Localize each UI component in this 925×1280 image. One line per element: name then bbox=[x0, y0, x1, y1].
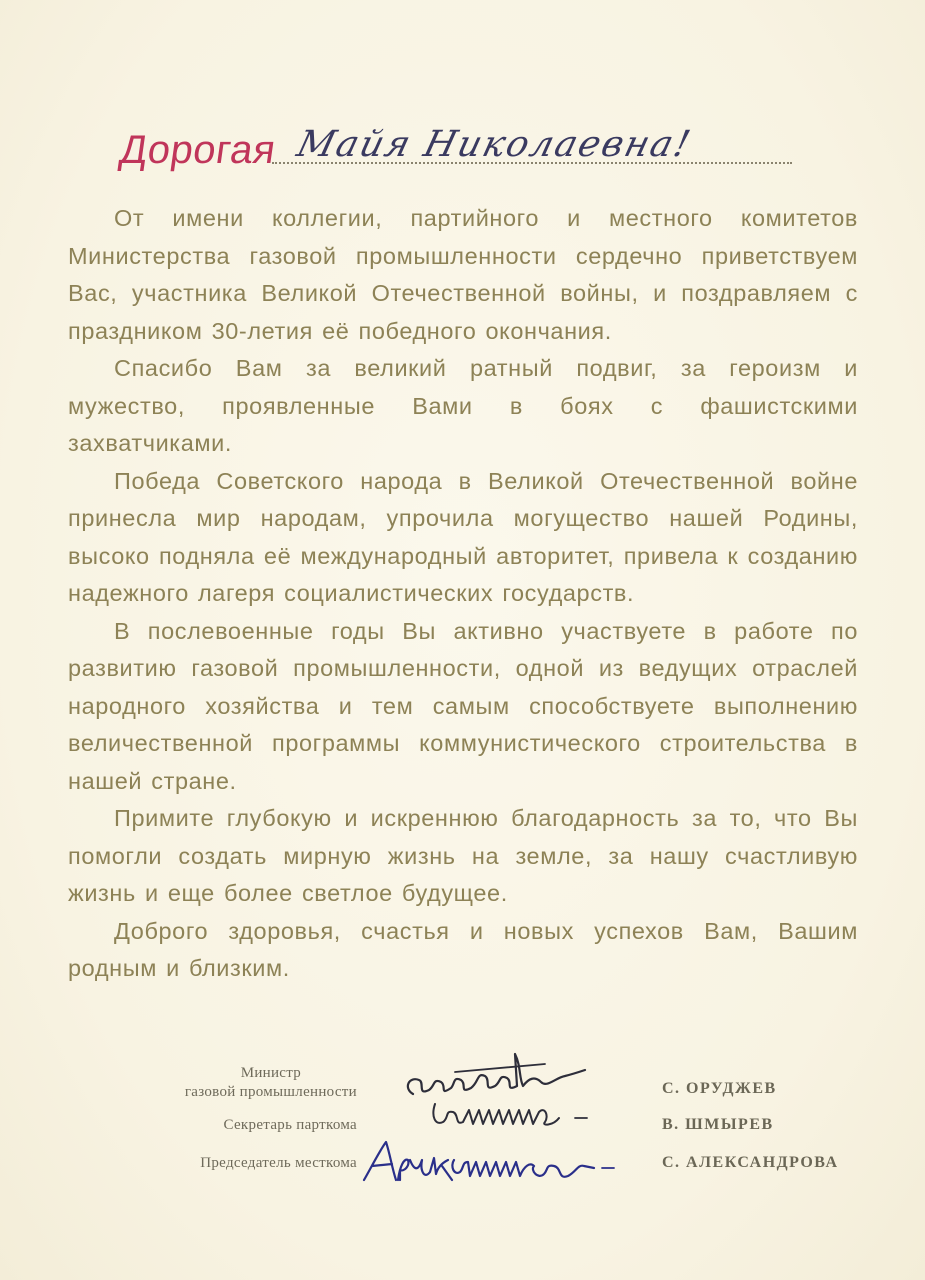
paragraph-wishes: Доброго здоровья, счастья и новых успехов Вам, Вашим родным и близким. bbox=[68, 917, 858, 981]
handwritten-signature-local-chair bbox=[358, 1136, 628, 1192]
paragraph-postwar: В послевоенные годы Вы активно участвуете в работе по развитию газовой промышленности, одной из ведущих отраслей народного хозяйства и тем самым способствуете выполнению величественной программы коммунистического строительства в нашей стране. bbox=[68, 617, 858, 794]
signature-row-local-chair bbox=[0, 1154, 925, 1194]
salutation bbox=[116, 122, 800, 172]
signatory-title-line1: Министр bbox=[240, 1065, 302, 1081]
signatory-title-line2: газовой промышленности bbox=[184, 1084, 357, 1100]
salutation-printed: Дорогая bbox=[116, 128, 279, 172]
signatory-title-local-chair bbox=[200, 1154, 357, 1173]
salutation-handwritten-name: Майя Николаевна! bbox=[292, 124, 696, 165]
signatory-title-party-secretary bbox=[223, 1116, 357, 1135]
signatory-name-minister: С. ОРУДЖЕВ bbox=[662, 1080, 777, 1097]
signatory-title-line: Председатель месткома bbox=[200, 1155, 357, 1171]
signatory-name-local-chair: С. АЛЕКСАНДРОВА bbox=[662, 1154, 839, 1171]
handwritten-signature-party-secretary bbox=[425, 1096, 605, 1138]
paragraph-greeting: От имени коллегии, партийного и местного комитетов Министерства газовой промышленности сердечно приветствуем Вас, участника Великой Отечественной войны, и поздравляем с праздником 30-летия её победного окончания. bbox=[68, 205, 858, 344]
signatory-title-minister bbox=[185, 1064, 357, 1102]
letter-body bbox=[68, 200, 858, 988]
signatory-name-party-secretary: В. ШМЫРЕВ bbox=[662, 1116, 774, 1133]
paragraph-gratitude: Примите глубокую и искреннюю благодарность за то, что Вы помогли создать мирную жизнь на земле, за нашу счастливую жизнь и еще более светлое будущее. bbox=[68, 805, 858, 906]
paragraph-thanks: Спасибо Вам за великий ратный подвиг, за героизм и мужество, проявленные Вами в боях с фашистскими захватчиками. bbox=[68, 355, 858, 456]
paragraph-victory: Победа Советского народа в Великой Отечественной войне принесла мир народам, упрочила могущество нашей Родины, высоко подняла её международный авторитет, привела к созданию надежного лагеря социалистических государств. bbox=[68, 467, 858, 606]
signatory-title-line: Секретарь парткома bbox=[223, 1117, 357, 1133]
